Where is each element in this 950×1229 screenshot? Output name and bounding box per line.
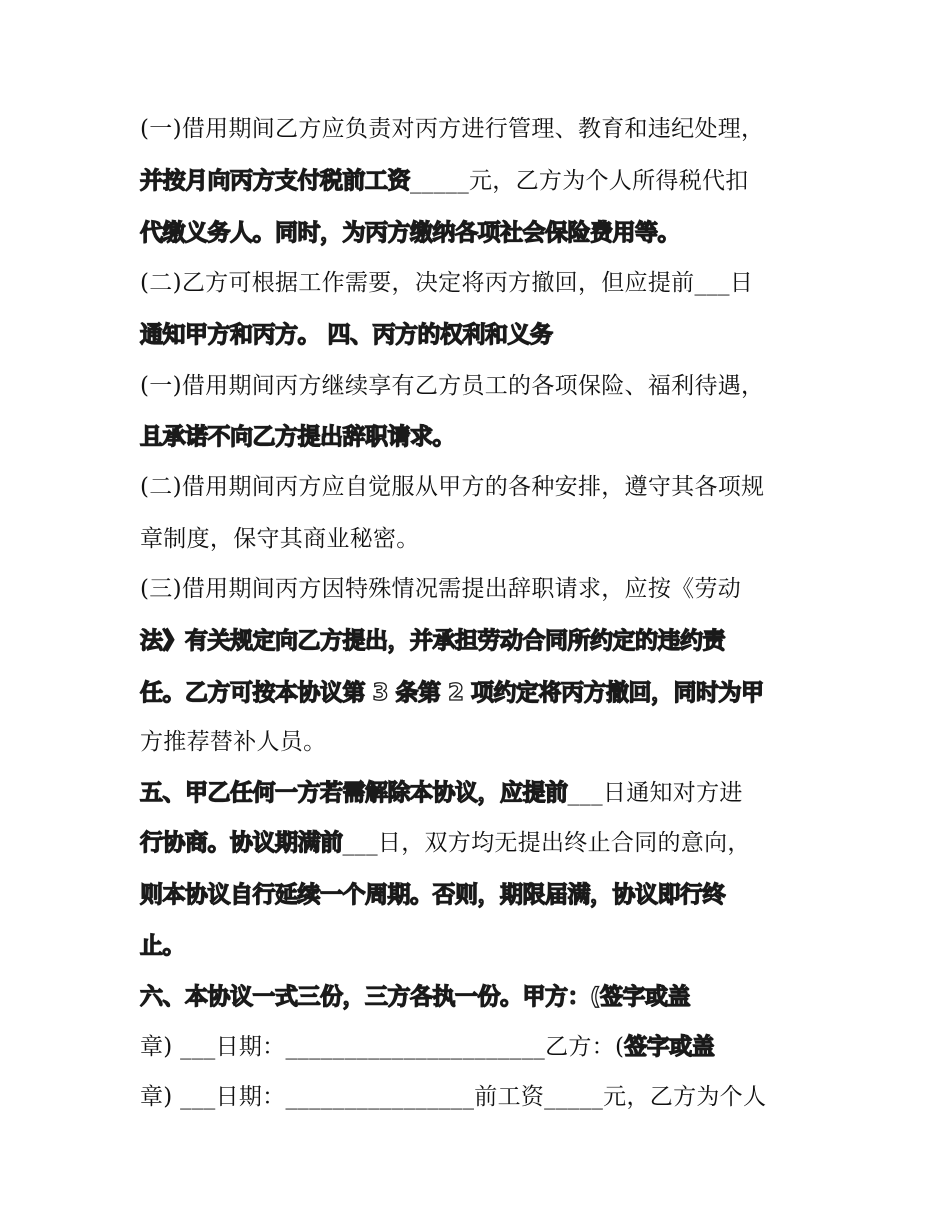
- text-segment: ___日，双方均无提出终止合同的意向，: [342, 830, 751, 856]
- text-segment: 五、甲乙任何一方若需解除本协议，应提前: [140, 780, 568, 806]
- text-line: [140, 574, 741, 604]
- text-segment: 章) ___日期：________________前工资_____元，乙方为个人: [140, 1084, 767, 1110]
- text-segment: 六、本协议一式三份，三方各执一份。甲方：(签字或盖: [140, 984, 691, 1010]
- text-segment: (一)借用期间丙方继续享有乙方员工的各项保险、福利待遇，: [140, 373, 765, 399]
- text-segment: (二)乙方可根据工作需要，决定将丙方撤回，但应提前___日: [140, 270, 754, 296]
- text-segment: 章制度，保守其商业秘密。: [140, 526, 420, 552]
- text-segment: (三)借用期间丙方因特殊情况需提出辞职请求，应按《劳动: [140, 576, 742, 602]
- text-line: [140, 1082, 766, 1112]
- text-segment: 且承诺不向乙方提出辞职请求。: [140, 424, 455, 450]
- text-segment: 章) ___日期：______________________乙方：(: [140, 1034, 625, 1060]
- text-segment: 签字或盖: [624, 1034, 715, 1060]
- text-line: [140, 1032, 714, 1062]
- text-segment: (二)借用期间丙方应自觉服从甲方的各种安排，遵守其各项规: [140, 474, 765, 500]
- text-segment: (一)借用期间乙方应负责对丙方进行管理、教育和违纪处理，: [140, 116, 765, 142]
- text-segment: 通知甲方和丙方。 四、丙方的权利和义务: [140, 322, 553, 348]
- text-line: [140, 880, 725, 910]
- text-line: [140, 727, 326, 757]
- text-segment: _____元，乙方为个人所得税代扣: [410, 168, 749, 194]
- text-segment: 止。: [140, 933, 185, 959]
- text-segment: 并按月向丙方支付税前工资: [140, 168, 410, 194]
- text-segment: 代缴义务人。同时，为丙方缴纳各项社会保险费用等。: [140, 220, 680, 246]
- text-line: [140, 268, 753, 298]
- text-line: [140, 472, 764, 502]
- text-segment: 则本协议自行延续一个周期。否则，期限届满，协议即行终: [140, 882, 725, 908]
- text-line: [140, 982, 690, 1012]
- text-line: [140, 371, 764, 401]
- text-line: [140, 524, 420, 554]
- text-line: [140, 828, 751, 858]
- text-segment: ___日通知对方进: [567, 780, 743, 806]
- text-line: [140, 166, 749, 196]
- text-line: [140, 320, 553, 350]
- text-segment: 方推荐替补人员。: [140, 729, 327, 755]
- text-segment: 行协商。协议期满前: [140, 830, 343, 856]
- text-line: [140, 678, 764, 708]
- text-line: [140, 114, 764, 144]
- text-line: [140, 931, 185, 961]
- text-line: [140, 778, 743, 808]
- text-line: [140, 422, 455, 452]
- text-segment: 任。乙方可按本协议第 3 条第 2 项约定将丙方撤回，同时为甲: [140, 680, 764, 706]
- text-line: [140, 626, 725, 656]
- text-segment: 法》有关规定向乙方提出，并承担劳动合同所约定的违约责: [140, 628, 725, 654]
- text-line: [140, 218, 680, 248]
